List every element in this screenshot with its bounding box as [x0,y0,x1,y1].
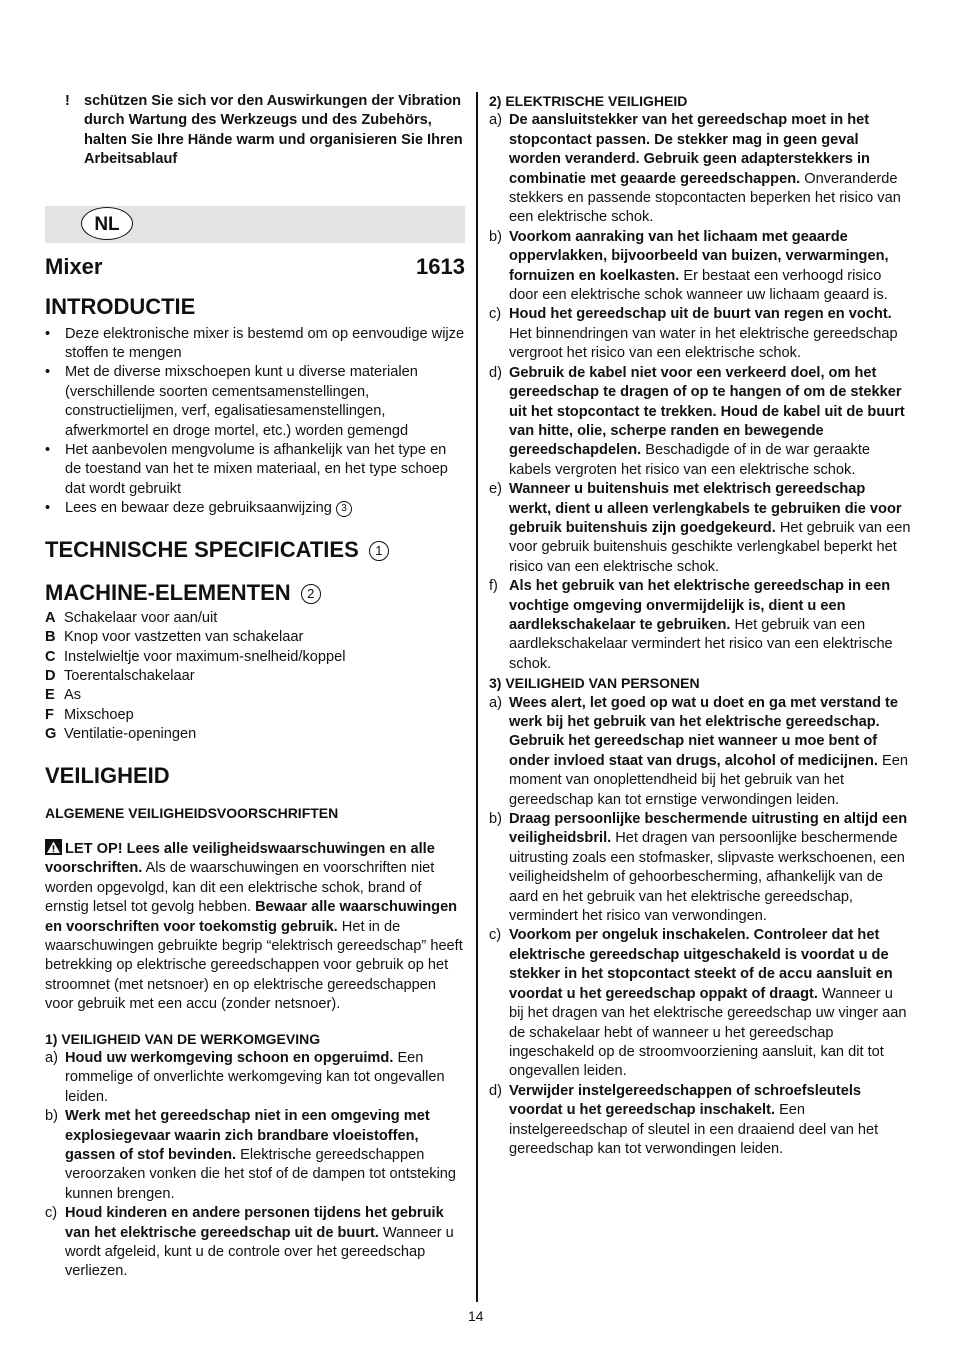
item-bold-text: Verwijder instelgereedschappen of schroefsleutels voordat u het gereedschap inschakelt. [509,1082,861,1119]
language-bar [45,206,465,243]
general-safety-subheading: ALGEMENE VEILIGHEIDSVOORSCHRIFTEN [45,804,339,821]
safety-item [489,694,911,810]
item-marker: c) [45,1205,58,1222]
item-marker: f) [489,578,498,595]
item-bold-text: Draag persoonlijke beschermende uitrusting en altijd een veiligheidsbril. [509,811,908,847]
warning-triangle-icon [45,839,62,855]
warning-paragraph [45,839,465,1015]
personal-list [489,694,911,1160]
machine-heading [45,580,465,606]
item-text: Een moment van onoplettendheid bij het gebruik van het gereedschap kan tot ernstige verwondingen leiden. [509,752,908,808]
item-marker: a) [489,694,502,711]
machine-element-item [45,686,465,705]
machine-element-item [45,648,465,667]
item-text: Elektrische gereedschappen veroorzaken vonken die het stof of de dampen tot ontsteking kunnen brengen. [65,1147,457,1202]
item-marker: d) [489,364,502,381]
electrical-heading: 2) ELEKTRISCHE VEILIGHEID [489,93,688,109]
element-label: Mixschoep [64,706,134,723]
tech-spec-heading [45,537,465,563]
bullet-marker: • [45,442,51,459]
note-marker: ! [65,93,70,109]
item-marker: a) [45,1050,58,1066]
item-marker: c) [489,306,502,323]
item-text: Het binnendringen van water in het elektrische gereedschap vergroot het risico van een elektrische schok. [509,325,898,362]
element-key: B [45,629,56,646]
ref-1-marker: 1 [369,541,389,561]
safety-item [489,228,911,306]
item-marker: e) [489,481,502,498]
element-key: E [45,687,55,704]
left-column [45,92,465,1282]
warning-text-1: Als de waarschuwingen en voorschriften niet worden opgevolgd, kan dit een elektrische schok, brand of ernstig letsel tot gevolg hebben. [45,860,435,916]
product-number: 1613 [416,253,465,279]
item-bold-text: Houd uw werkomgeving schoon en opgeruimd. [65,1050,394,1066]
product-header [45,254,465,280]
item-bold-text: Gebruik de kabel niet voor een verkeerd doel, om het gereedschap te dragen of op te hangen of om de stekker uit het stopcontact te trekken. Houd de kabel uit de buurt van hitte, olie, scherpe randen en bewegende gereedschapdelen. [509,364,905,459]
intro-bullet [45,499,465,518]
safety-item [489,305,911,363]
column-divider [476,92,478,1302]
item-text: Een rommelige of onverlichte werkomgeving kan tot ongevallen leiden. [65,1050,445,1105]
bullet-text: Lees en bewaar deze gebruiksaanwijzing [65,500,332,517]
page-number: 14 [468,1308,484,1324]
item-marker: b) [45,1108,58,1125]
safety-item [489,480,911,577]
item-marker: b) [489,811,502,828]
right-column [489,92,911,1159]
item-text: Onveranderde stekkers en passende stopcontacten beperken het risico van een elektrische schok. [509,170,901,226]
element-key: A [45,609,56,626]
element-label: As [64,687,82,704]
element-label: Knop voor vastzetten van schakelaar [64,629,304,646]
bullet-marker: • [45,325,51,342]
item-marker: a) [489,112,502,129]
safety-item [489,1082,911,1160]
bullet-marker: • [45,364,51,381]
machine-element-item [45,706,465,725]
warning-bold-1: LET OP! Lees alle veiligheidswaarschuwingen en alle voorschriften. [45,840,435,877]
safety-item [489,810,911,926]
safety-item [489,111,911,227]
item-bold-text: Wees alert, let goed op wat u doet en ga met verstand te werk bij het gebruik van het elektrische gereedschap. Gebruik het gereedschap niet wanneer u moe bent of onder invloed staat van drugs, alcohol of medicijnen. [509,694,898,769]
item-text: Het gebruik van een voor gebruik buitenshuis geschikte verlengkabel beperkt het risico van een elektrische schok. [509,519,911,575]
bullet-marker: • [45,500,51,517]
product-name: Mixer [45,253,103,279]
item-bold-text: Wanneer u buitenshuis met elektrisch gereedschap werkt, dient u alleen verlengkabels te gebruiken die voor gebruik buitenshuis zijn goedgekeurd. [509,481,902,536]
safety-item [45,1049,465,1107]
warning-text-2: Het in de waarschuwingen gebruikte begrip “elektrisch gereedschap” heeft betrekking op elektrische gereedschappen voor gebruik op het stroomnet (met netsnoer) en op elektrische gereedschappen voor gebruik met een accu (zonder netsnoer). [45,918,463,1013]
element-label: Toerentalschakelaar [64,667,195,684]
machine-element-item [45,667,465,686]
machine-element-list [45,609,465,745]
personal-heading: 3) VEILIGHEID VAN PERSONEN [489,675,700,692]
bullet-text: Met de diverse mixschoepen kunt u diverse materialen (verschillende soorten cementsamenstellingen, constructielijmen, verf, egalisatiesamenstellingen, afwerkmortel en droge mortel, etc.) worden gemengd [65,364,418,439]
item-marker: c) [489,927,502,944]
intro-bullet [45,325,465,364]
item-text: Een instelgereedschap of sleutel in een draaiend deel van het gereedschap kan tot verwondingen leiden. [509,1102,879,1157]
item-bold-text: Houd het gereedschap uit de buurt van regen en vocht. [509,306,892,323]
item-text: Het dragen van persoonlijke beschermende uitrusting zoals een stofmasker, slipvaste werkschoenen, een veiligheidshelm of gehoorbescherming, afhankelijk van de aard en het gebruik van het elektrische gereedschap, vermindert het risico van verwondingen. [509,830,905,925]
safety-item [489,926,911,1081]
warning-bold-2: Bewaar alle waarschuwingen en voorschriften voor toekomstig gebruik. [45,899,458,935]
element-label: Instelwieltje voor maximum-snelheid/koppel [64,648,346,665]
element-label: Schakelaar voor aan/uit [64,609,218,626]
element-key: D [45,667,56,684]
element-key: C [45,648,56,665]
item-bold-text: Voorkom aanraking van het lichaam met geaarde oppervlakken, bijvoorbeeld van buizen, verwarmingen, fornuizen en koelkasten. [509,228,889,284]
item-text: Wanneer u wordt afgeleid, kunt u de controle over het gereedschap verliezen. [65,1224,454,1280]
item-bold-text: Werk met het gereedschap niet in een omgeving met explosiegevaar waarin zich brandbare vloeistoffen, gassen of stof bevinden. [65,1108,430,1164]
safety-item [45,1204,465,1282]
item-bold-text: Houd kinderen en andere personen tijdens het gebruik van het elektrische gereedschap uit de buurt. [65,1205,444,1241]
item-bold-text: Als het gebruik van het elektrische gereedschap in een vochtige omgeving onvermijdelijk is, dient u een aardlekschakelaar te gebruiken. [509,578,891,633]
language-badge: NL [81,207,133,240]
bullet-text: Het aanbevolen mengvolume is afhankelijk van het type en de toestand van het te mixen materiaal, en het type schoep dat wordt gebruikt [65,442,448,497]
machine-element-item [45,609,465,628]
note-text: schützen Sie sich vor den Auswirkungen der Vibration durch Wartung des Werkzeugs und des Zubehörs, halten Sie Ihre Hände warm und organisieren Sie Ihren Arbeitsablauf [84,93,463,168]
item-text: Het gebruik van een aardlekschakelaar vermindert het risico van een elektrische schok. [509,616,893,672]
safety-item [489,577,911,674]
intro-bullet [45,363,465,441]
item-text: Wanneer u bij het dragen van het elektrische gereedschap uw vinger aan de schakelaar hebt of wanneer u het gereedschap ingeschakeld op de stroomvoorziening aansluit, kan dit tot ongevallen leiden. [509,985,907,1080]
intro-heading: INTRODUCTIE [45,293,196,319]
element-label: Ventilatie-openingen [64,726,197,743]
item-bold-text: Voorkom per ongeluk inschakelen. Controleer dat het elektrische gereedschap uitgeschakeld is voordat u de stekker in het stopcontact steekt of de accu aansluit en voordat u het gereedschap oppakt of draagt. [509,927,893,1002]
intro-bullet [45,441,465,499]
intro-list [45,325,465,519]
item-marker: b) [489,228,502,245]
item-text: Er bestaat een verhoogd risico door een elektrische schok wanneer uw lichaam geaard is. [509,267,888,304]
machine-title: MACHINE-ELEMENTEN [45,579,291,605]
safety-item [489,364,911,480]
machine-element-item [45,725,465,744]
element-key: F [45,706,54,723]
safety-heading: VEILIGHEID [45,762,170,788]
top-note [45,92,465,170]
item-marker: d) [489,1082,502,1099]
ref-3-marker: 3 [336,501,352,517]
element-key: G [45,726,57,743]
work-area-heading: 1) VEILIGHEID VAN DE WERKOMGEVING [45,1030,321,1047]
work-area-list [45,1049,465,1282]
item-text: Beschadigde of in de war geraakte kabels vergroten het risico van een elektrische schok. [509,442,871,478]
machine-element-item [45,628,465,647]
item-bold-text: De aansluitstekker van het gereedschap moet in het stopcontact passen. De stekker mag in geen geval worden veranderd. Gebruik geen adapterstekkers in combinatie met geaarde gereedschappen. [509,112,870,187]
tech-spec-title: TECHNISCHE SPECIFICATIES [45,536,359,562]
bullet-text: Deze elektronische mixer is bestemd om op eenvoudige wijze stoffen te mengen [65,325,465,362]
safety-item [45,1107,465,1204]
electrical-list [489,111,911,674]
ref-2-marker: 2 [301,584,321,604]
